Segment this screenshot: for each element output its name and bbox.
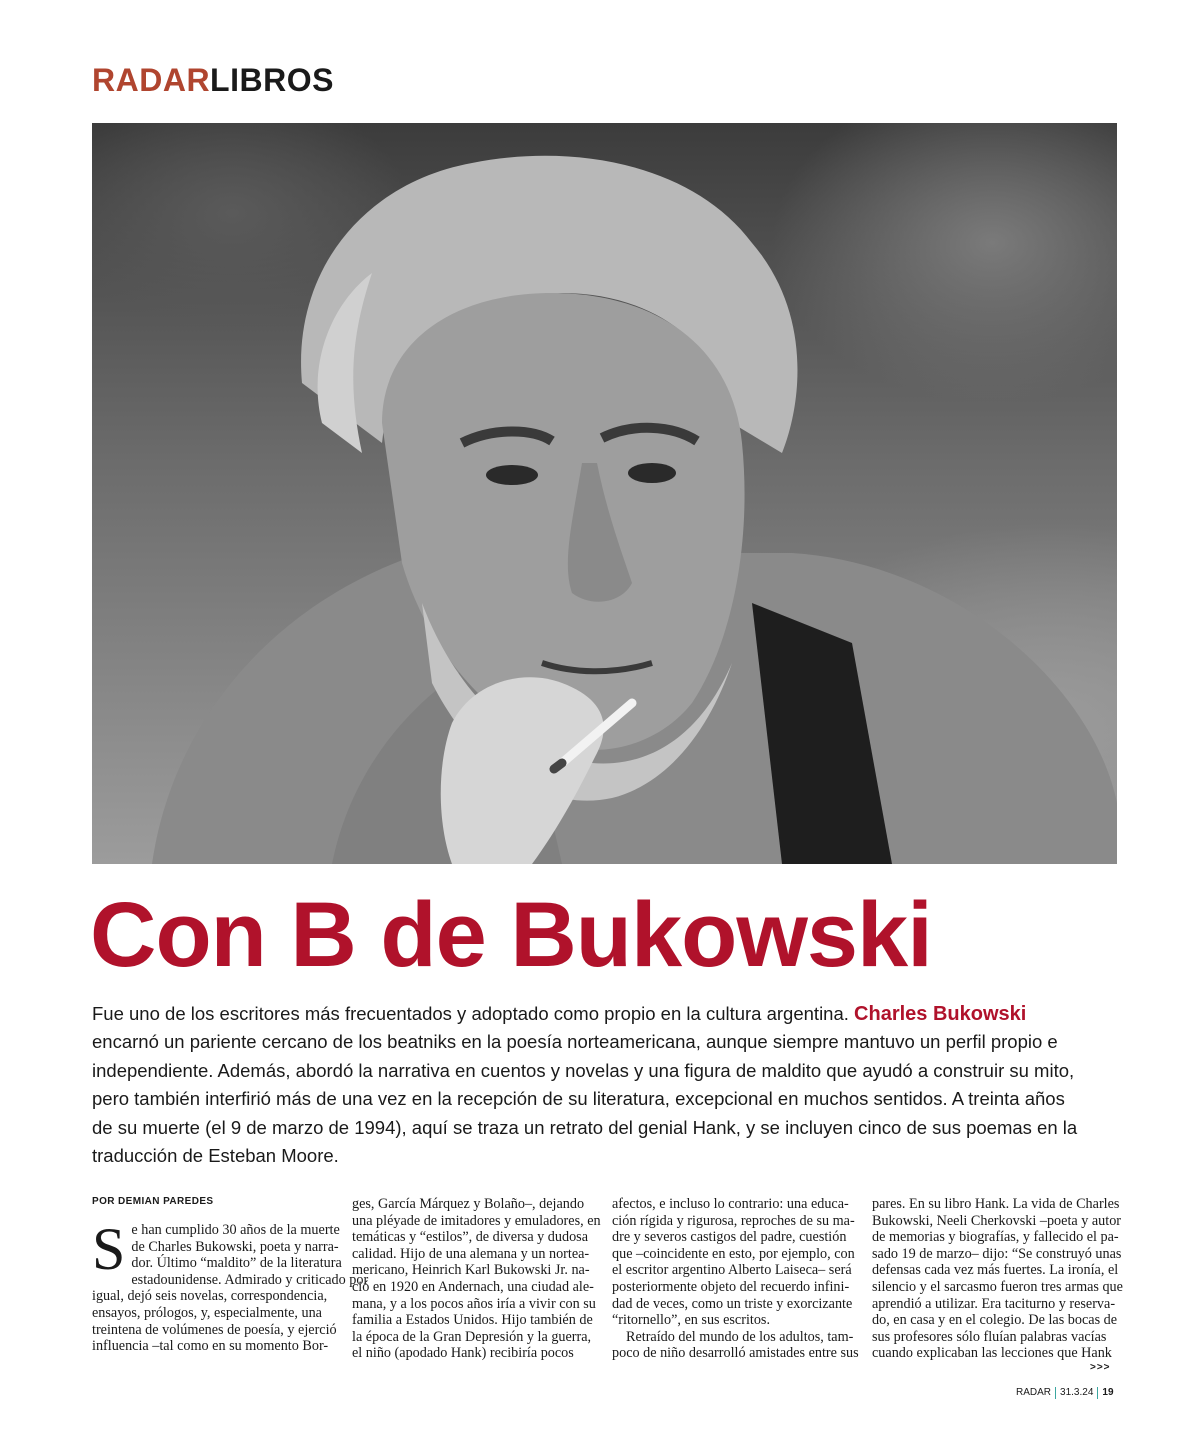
body-line: defensas cada vez más fuertes. La ironía, el: [872, 1262, 1119, 1279]
body-line: dor. Último “maldito” de la literatura: [131, 1255, 342, 1272]
section-label-libros: LIBROS: [210, 62, 334, 98]
article-headline: Con B de Bukowski: [90, 884, 932, 986]
section-header: [92, 60, 334, 100]
body-line: dre y severos castigos del padre, cuestión: [612, 1229, 847, 1246]
body-column-2: [352, 1196, 601, 1362]
body-line: sus profesores sólo fluían palabras vacías: [872, 1328, 1107, 1345]
article-deck: [92, 1000, 1082, 1170]
page-folio: [1016, 1385, 1114, 1401]
body-line: posteriormente objeto del recuerdo infini-: [612, 1278, 850, 1295]
body-column-1: [92, 1216, 369, 1355]
continue-arrows: >>>: [1090, 1362, 1111, 1373]
body-line: cuando explicaban las lecciones que Hank: [872, 1345, 1112, 1362]
section-label-radar: RADAR: [92, 62, 211, 98]
deck-text-rest: encarnó un pariente cercano de los beatniks en la poesía norteamericana, aunque siempre mantuvo un perfil propio e independiente. Además, abordó la narrativa en cuentos y novelas y una figura de maldito que ayudó a construir su mito, pero también interfirió más de una vez en la recepción de su literatura, excepcional en muchos sentidos. A treinta años de su muerte (el 9 de marzo de 1994), aquí se traza un retrato del genial Hank, y se incluyen cinco de sus poemas en la traducción de Esteban Moore.: [92, 1031, 1078, 1167]
body-line: poco de niño desarrolló amistades entre sus: [612, 1345, 859, 1362]
body-column-4: [872, 1196, 1123, 1362]
body-line: aprendió a utilizar. Era taciturno y reserva-: [872, 1295, 1116, 1312]
drop-cap: S: [92, 1216, 126, 1282]
body-line: Retraído del mundo de los adultos, tam-: [626, 1328, 854, 1345]
body-line: ges, García Márquez y Bolaño–, dejando: [352, 1196, 585, 1212]
body-line: calidad. Hijo de una alemana y un nortea-: [352, 1245, 590, 1262]
body-line: Bukowski, Neeli Cherkovski –poeta y autor: [872, 1212, 1122, 1229]
body-line: treintena de volúmenes de poesía, y ejerció: [92, 1321, 337, 1338]
folio-divider: [1055, 1387, 1056, 1399]
body-line: una pléyade de imitadores y emuladores, en: [352, 1212, 601, 1229]
body-line: “ritornello”, en sus escritos.: [612, 1312, 770, 1329]
deck-text-intro: Fue uno de los escritores más frecuentados y adoptado como propio en la cultura argentina.: [92, 1003, 855, 1024]
body-line: la época de la Gran Depresión y la guerra,: [352, 1328, 592, 1345]
author-portrait-photo: [92, 123, 1117, 864]
body-line: el escritor argentino Alberto Laiseca– será: [612, 1262, 852, 1279]
portrait-illustration: [92, 123, 1117, 864]
body-line: mana, y a los pocos años iría a vivir con su: [352, 1295, 596, 1312]
body-line: e han cumplido 30 años de la muerte: [131, 1222, 340, 1238]
folio-page-number: 19: [1102, 1387, 1114, 1398]
body-line: ción rígida y rigurosa, reproches de su ma-: [612, 1212, 855, 1229]
folio-date: 31.3.24: [1060, 1387, 1094, 1398]
body-line: el niño (apodado Hank) recibiría pocos: [352, 1345, 574, 1362]
body-line: que –coincidente en esto, por ejemplo, con: [612, 1245, 855, 1262]
body-line: influencia –tal como en su momento Bor-: [92, 1338, 329, 1355]
byline: POR DEMIAN PAREDES: [92, 1196, 214, 1207]
body-line: sado 19 de marzo– dijo: “Se construyó unas: [872, 1245, 1122, 1262]
body-line: dad de veces, como un triste y exorcizante: [612, 1295, 853, 1312]
body-line: mericano, Heinrich Karl Bukowski Jr. na-: [352, 1262, 590, 1279]
body-line: familia a Estados Unidos. Hijo también de: [352, 1312, 593, 1329]
body-line: temáticas y “estilos”, de diversa y dudosa: [352, 1229, 588, 1246]
folio-magazine: RADAR: [1016, 1387, 1052, 1398]
body-line: do, en casa y en el colegio. De las bocas de: [872, 1312, 1118, 1329]
body-line: de memorias y biografías, y fallecido el pa-: [872, 1229, 1119, 1246]
body-line: ció en 1920 en Andernach, una ciudad ale-: [352, 1278, 594, 1295]
body-line: afectos, e incluso lo contrario: una educa-: [612, 1196, 849, 1212]
body-line: de Charles Bukowski, poeta y narra-: [131, 1238, 339, 1255]
body-column-3: [612, 1196, 858, 1362]
body-line: ensayos, prólogos, y, especialmente, una: [92, 1304, 322, 1321]
body-line: igual, dejó seis novelas, correspondencia,: [92, 1288, 328, 1305]
deck-highlight-name: Charles Bukowski: [854, 1003, 1027, 1025]
body-line: pares. En su libro Hank. La vida de Charles: [872, 1196, 1120, 1212]
body-line: silencio y el sarcasmo fueron tres armas que: [872, 1278, 1123, 1295]
folio-divider: [1097, 1387, 1098, 1399]
body-line: estadounidense. Admirado y criticado por: [131, 1271, 369, 1288]
